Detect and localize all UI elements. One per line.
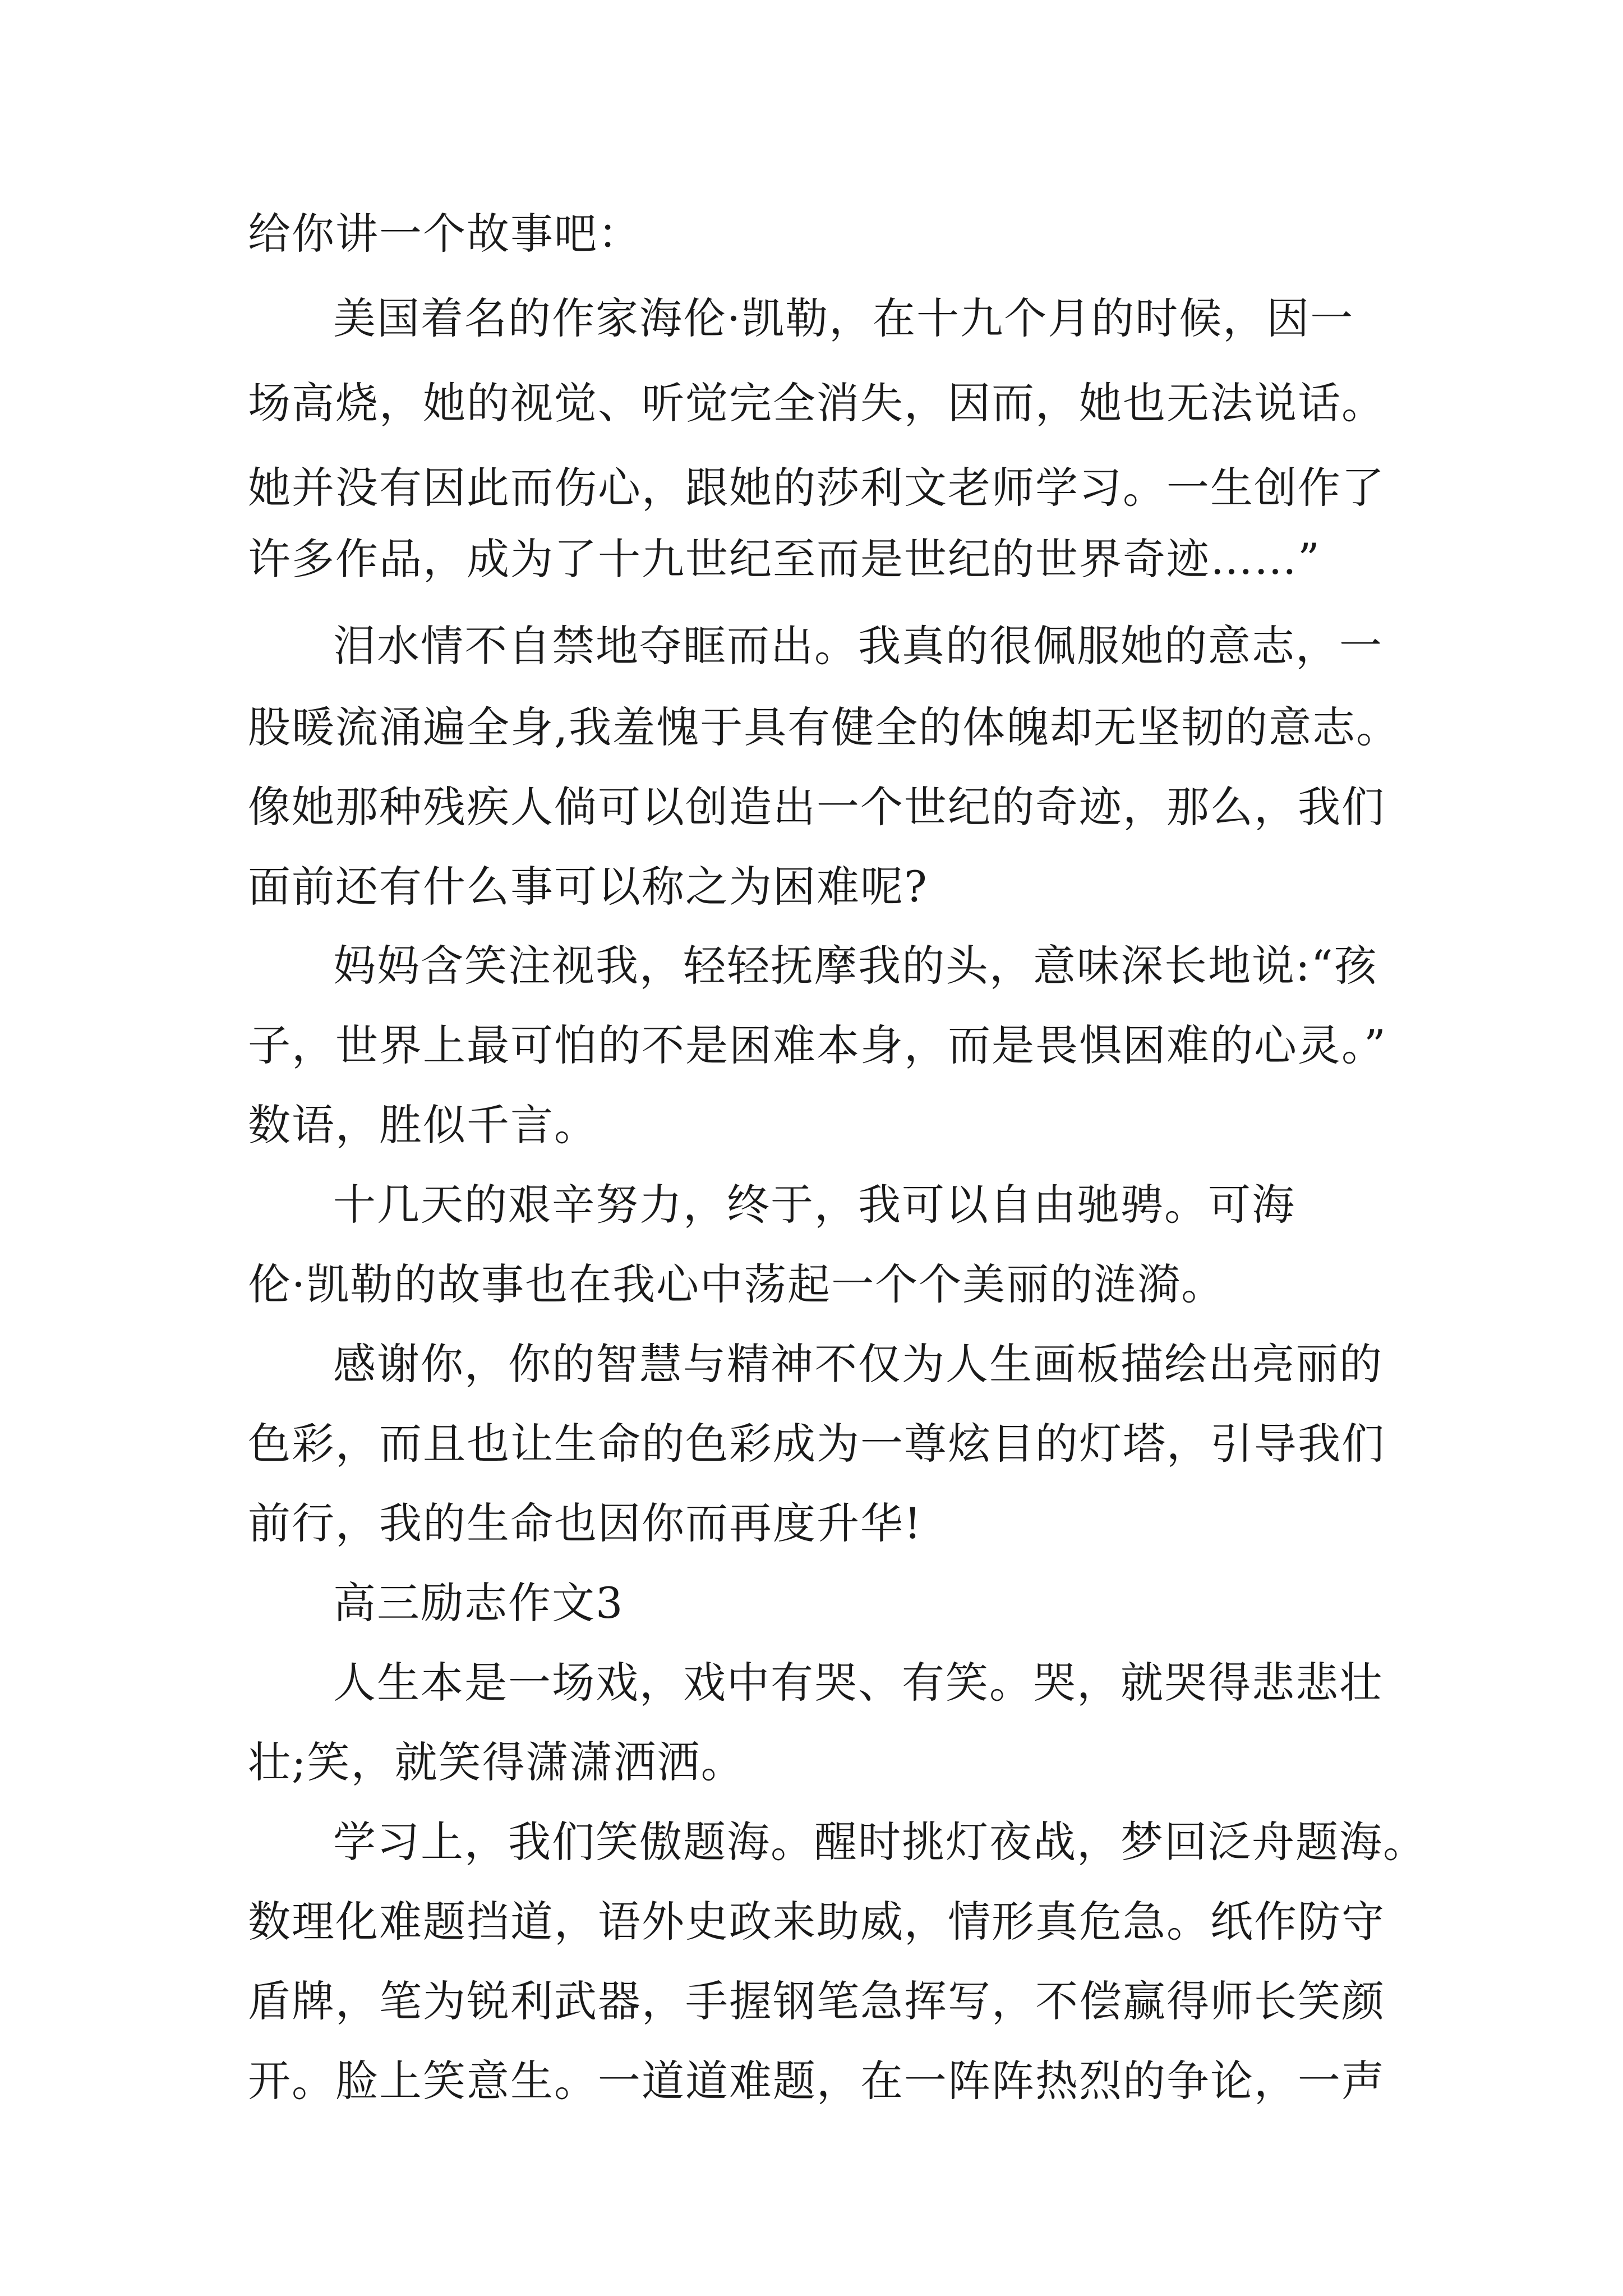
text-line: 壮;笑，就笑得潇潇洒洒。 bbox=[248, 1737, 745, 1787]
text-line: 场高烧，她的视觉、听觉完全消失，因而，她也无法说话。 bbox=[248, 378, 1385, 428]
text-line: 十几天的艰辛努力，终于，我可以自由驰骋。可海 bbox=[333, 1180, 1295, 1230]
section-heading: 高三励志作文3 bbox=[333, 1578, 624, 1628]
text-line: 学习上，我们笑傲题海。醒时挑灯夜战，梦回泛舟题海。 bbox=[333, 1817, 1427, 1867]
text-line: 数语，胜似千言。 bbox=[248, 1100, 598, 1150]
text-line: 感谢你，你的智慧与精神不仅为人生画板描绘出亮丽的 bbox=[333, 1339, 1383, 1389]
text-line: 数理化难题挡道，语外史政来助威，情形真危急。纸作防守 bbox=[248, 1897, 1385, 1947]
text-line: 像她那种残疾人倘可以创造出一个世纪的奇迹，那么，我们 bbox=[248, 782, 1385, 832]
text-line: 许多作品，成为了十九世纪至而是世纪的世界奇迹……” bbox=[248, 534, 1321, 584]
text-line: 泪水情不自禁地夺眶而出。我真的很佩服她的意志，一 bbox=[333, 621, 1383, 671]
text-line: 子，世界上最可怕的不是困难本身，而是畏惧困难的心灵。” bbox=[248, 1020, 1387, 1070]
text-line: 前行，我的生命也因你而再度升华! bbox=[248, 1498, 923, 1548]
text-line: 股暖流涌遍全身,我羞愧于具有健全的体魄却无坚韧的意志。 bbox=[248, 702, 1400, 752]
text-line: 她并没有因此而伤心，跟她的莎利文老师学习。一生创作了 bbox=[248, 463, 1385, 513]
text-line: 色彩，而且也让生命的色彩成为一尊炫目的灯塔，引导我们 bbox=[248, 1419, 1385, 1469]
text-line: 伦·凯勒的故事也在我心中荡起一个个美丽的涟漪。 bbox=[248, 1259, 1225, 1309]
text-line: 开。脸上笑意生。一道道难题，在一阵阵热烈的争论，一声 bbox=[248, 2056, 1385, 2106]
text-line: 给你讲一个故事吧： bbox=[248, 209, 642, 259]
text-line: 面前还有什么事可以称之为困难呢? bbox=[248, 862, 928, 912]
text-line: 美国着名的作家海伦·凯勒，在十九个月的时候，因一 bbox=[333, 293, 1354, 343]
text-line: 妈妈含笑注视我，轻轻抚摩我的头，意味深长地说:“孩 bbox=[333, 941, 1378, 991]
text-line: 人生本是一场戏，戏中有哭、有笑。哭，就哭得悲悲壮 bbox=[333, 1658, 1383, 1708]
text-line: 盾牌，笔为锐利武器，手握钢笔急挥写，不偿赢得师长笑颜 bbox=[248, 1976, 1385, 2026]
